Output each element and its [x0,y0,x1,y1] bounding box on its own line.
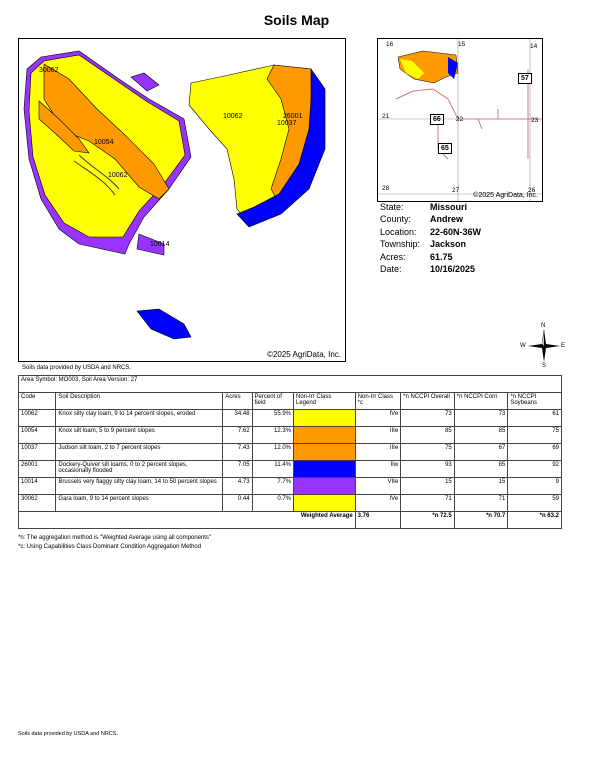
cell-code: 10037 [19,444,56,461]
cell-nccpi-corn: 67 [454,444,508,461]
info-label: State: [380,202,404,212]
cell-legend [294,410,356,427]
info-value: Jackson [430,239,467,250]
cell-nccpi-corn: 85 [454,461,508,478]
compass-n: N [541,323,546,329]
cell-class: IIIe [355,444,401,461]
cell-acres: 7.43 [223,444,252,461]
cell-nccpi-overall: 73 [401,410,455,427]
cell-nccpi-corn: 85 [454,427,508,444]
cell-acres: 7.62 [223,427,252,444]
cell-nccpi-soybeans: 59 [508,495,562,512]
cell-description: Dockery-Quiver silt loams, 0 to 2 percent slopes, occasionally flooded [56,461,223,478]
cell-nccpi-soybeans: 69 [508,444,562,461]
cell-code: 10014 [19,478,56,495]
compass-e: E [561,343,566,349]
source-note: Soils data provided by USDA and NRCS. [22,365,132,371]
cell-nccpi-soybeans: 9 [508,478,562,495]
cell-class: IIIe [355,427,401,444]
info-row [380,239,481,251]
map-label: 10037 [277,120,297,127]
header-cell: *n NCCPI Overall [401,393,455,410]
cell-nccpi-corn: 73 [454,410,508,427]
section-label: 14 [530,43,538,50]
weighted-overall: *n 72.5 [401,512,455,529]
section-label: 26 [528,187,536,194]
info-value: 10/16/2025 [430,263,476,274]
info-value: Missouri [430,202,468,212]
cell-class: IVe [355,495,401,512]
info-label: Location: [380,226,417,237]
area-symbol: Area Symbol: MO003, Soil Area Version: 27 [19,376,562,393]
section-label: 27 [452,187,460,194]
section-label: 28 [382,185,390,192]
location-map[interactable] [377,38,543,202]
weighted-row [19,512,562,529]
cell-percent: 11.4% [252,461,293,478]
compass-s: S [542,363,547,369]
bottom-note: Soils data provided by USDA and NRCS. [18,731,118,737]
section-label: 23 [531,117,539,124]
map-label: 10062 [108,172,128,179]
cell-description: Knox silt loam, 5 to 9 percent slopes [56,427,223,444]
table-row [19,478,562,495]
soils-table [18,375,562,529]
section-label: 16 [386,41,394,48]
map-copyright: ©2025 AgriData, Inc. [267,350,341,359]
table-row [19,461,562,478]
cell-description: Judson silt loam, 2 to 7 percent slopes [56,444,223,461]
section-label: 15 [458,41,466,48]
cell-nccpi-corn: 15 [454,478,508,495]
info-value: Andrew [430,214,464,225]
header-cell: Non-Irr Class Legend [294,393,356,410]
cell-acres: 7.05 [223,461,252,478]
header-cell: Percent of field [252,393,293,410]
cell-percent: 55.9% [252,410,293,427]
cell-code: 10054 [19,427,56,444]
cell-description: Gara loam, 9 to 14 percent slopes [56,495,223,512]
route-shield: 66 [430,114,444,125]
weighted-label: Weighted Average [19,512,356,529]
header-cell: Acres [223,393,252,410]
compass-w: W [520,343,526,349]
cell-legend [294,478,356,495]
cell-acres: 34.48 [223,410,252,427]
cell-acres: 0.44 [223,495,252,512]
info-row [380,252,481,264]
soils-map[interactable] [18,38,346,362]
table-row [19,410,562,427]
cell-code: 10062 [19,410,56,427]
cell-class: IIw [355,461,401,478]
footnote: *n: The aggregation method is "Weighted Average using all components" [18,535,212,541]
map-label: 10014 [150,241,170,248]
header-cell: Non-Irr Class *c [355,393,401,410]
info-row [380,214,481,226]
soils-map-graphic [19,39,345,361]
cell-nccpi-soybeans: 75 [508,427,562,444]
cell-description: Knox silty clay loam, 9 to 14 percent slopes, eroded [56,410,223,427]
info-row [380,264,481,276]
cell-nccpi-overall: 85 [401,427,455,444]
route-shield: 65 [438,143,452,154]
cell-nccpi-overall: 71 [401,495,455,512]
location-map-copyright: ©2025 AgriData, Inc. [473,192,538,199]
map-label: 10054 [94,139,114,146]
info-row [380,202,481,214]
cell-acres: 4.73 [223,478,252,495]
page-title: Soils Map [263,12,330,28]
table-row [19,495,562,512]
weighted-soy: *n 63.2 [508,512,562,529]
info-label: County: [380,214,412,225]
info-value: 61.75 [430,251,453,262]
cell-legend [294,461,356,478]
route-shield: 57 [518,73,532,84]
cell-legend [294,495,356,512]
weighted-corn: *n 70.7 [454,512,508,529]
info-row [380,227,481,239]
info-label: Date: [380,263,402,274]
field-info [380,202,481,276]
info-value: 22-60N-36W [430,226,482,237]
cell-percent: 12.3% [252,427,293,444]
weighted-class: 3.76 [355,512,401,529]
cell-nccpi-overall: 15 [401,478,455,495]
map-label: 10062 [223,113,243,120]
info-label: Township: [380,239,421,250]
header-cell: Soil Description [56,393,223,410]
section-label: 21 [382,113,390,120]
cell-nccpi-overall: 75 [401,444,455,461]
cell-class: VIIe [355,478,401,495]
cell-percent: 12.0% [252,444,293,461]
header-cell: *n NCCPI Soybeans [508,393,562,410]
compass-rose-icon [520,323,566,369]
section-label: 22 [456,116,464,123]
table-row [19,444,562,461]
header-cell: Code [19,393,56,410]
cell-description: Brussels very flaggy silty clay loam, 14 to 50 percent slopes [56,478,223,495]
cell-legend [294,444,356,461]
cell-nccpi-soybeans: 92 [508,461,562,478]
cell-percent: 7.7% [252,478,293,495]
info-label: Acres: [380,251,406,262]
cell-nccpi-overall: 93 [401,461,455,478]
table-area-row [19,376,562,393]
cell-code: 30062 [19,495,56,512]
cell-nccpi-soybeans: 61 [508,410,562,427]
cell-nccpi-corn: 71 [454,495,508,512]
map-label: 26001 [283,113,303,120]
table-row [19,427,562,444]
map-label: 30062 [39,67,59,74]
cell-percent: 0.7% [252,495,293,512]
footnote: *c: Using Capabilities Class Dominant Condition Aggregation Method [18,544,202,550]
soil-rows [19,410,562,512]
header-cell: *n NCCPI Corn [454,393,508,410]
cell-class: IVe [355,410,401,427]
cell-code: 26001 [19,461,56,478]
cell-legend [294,427,356,444]
table-header-row [19,393,562,410]
